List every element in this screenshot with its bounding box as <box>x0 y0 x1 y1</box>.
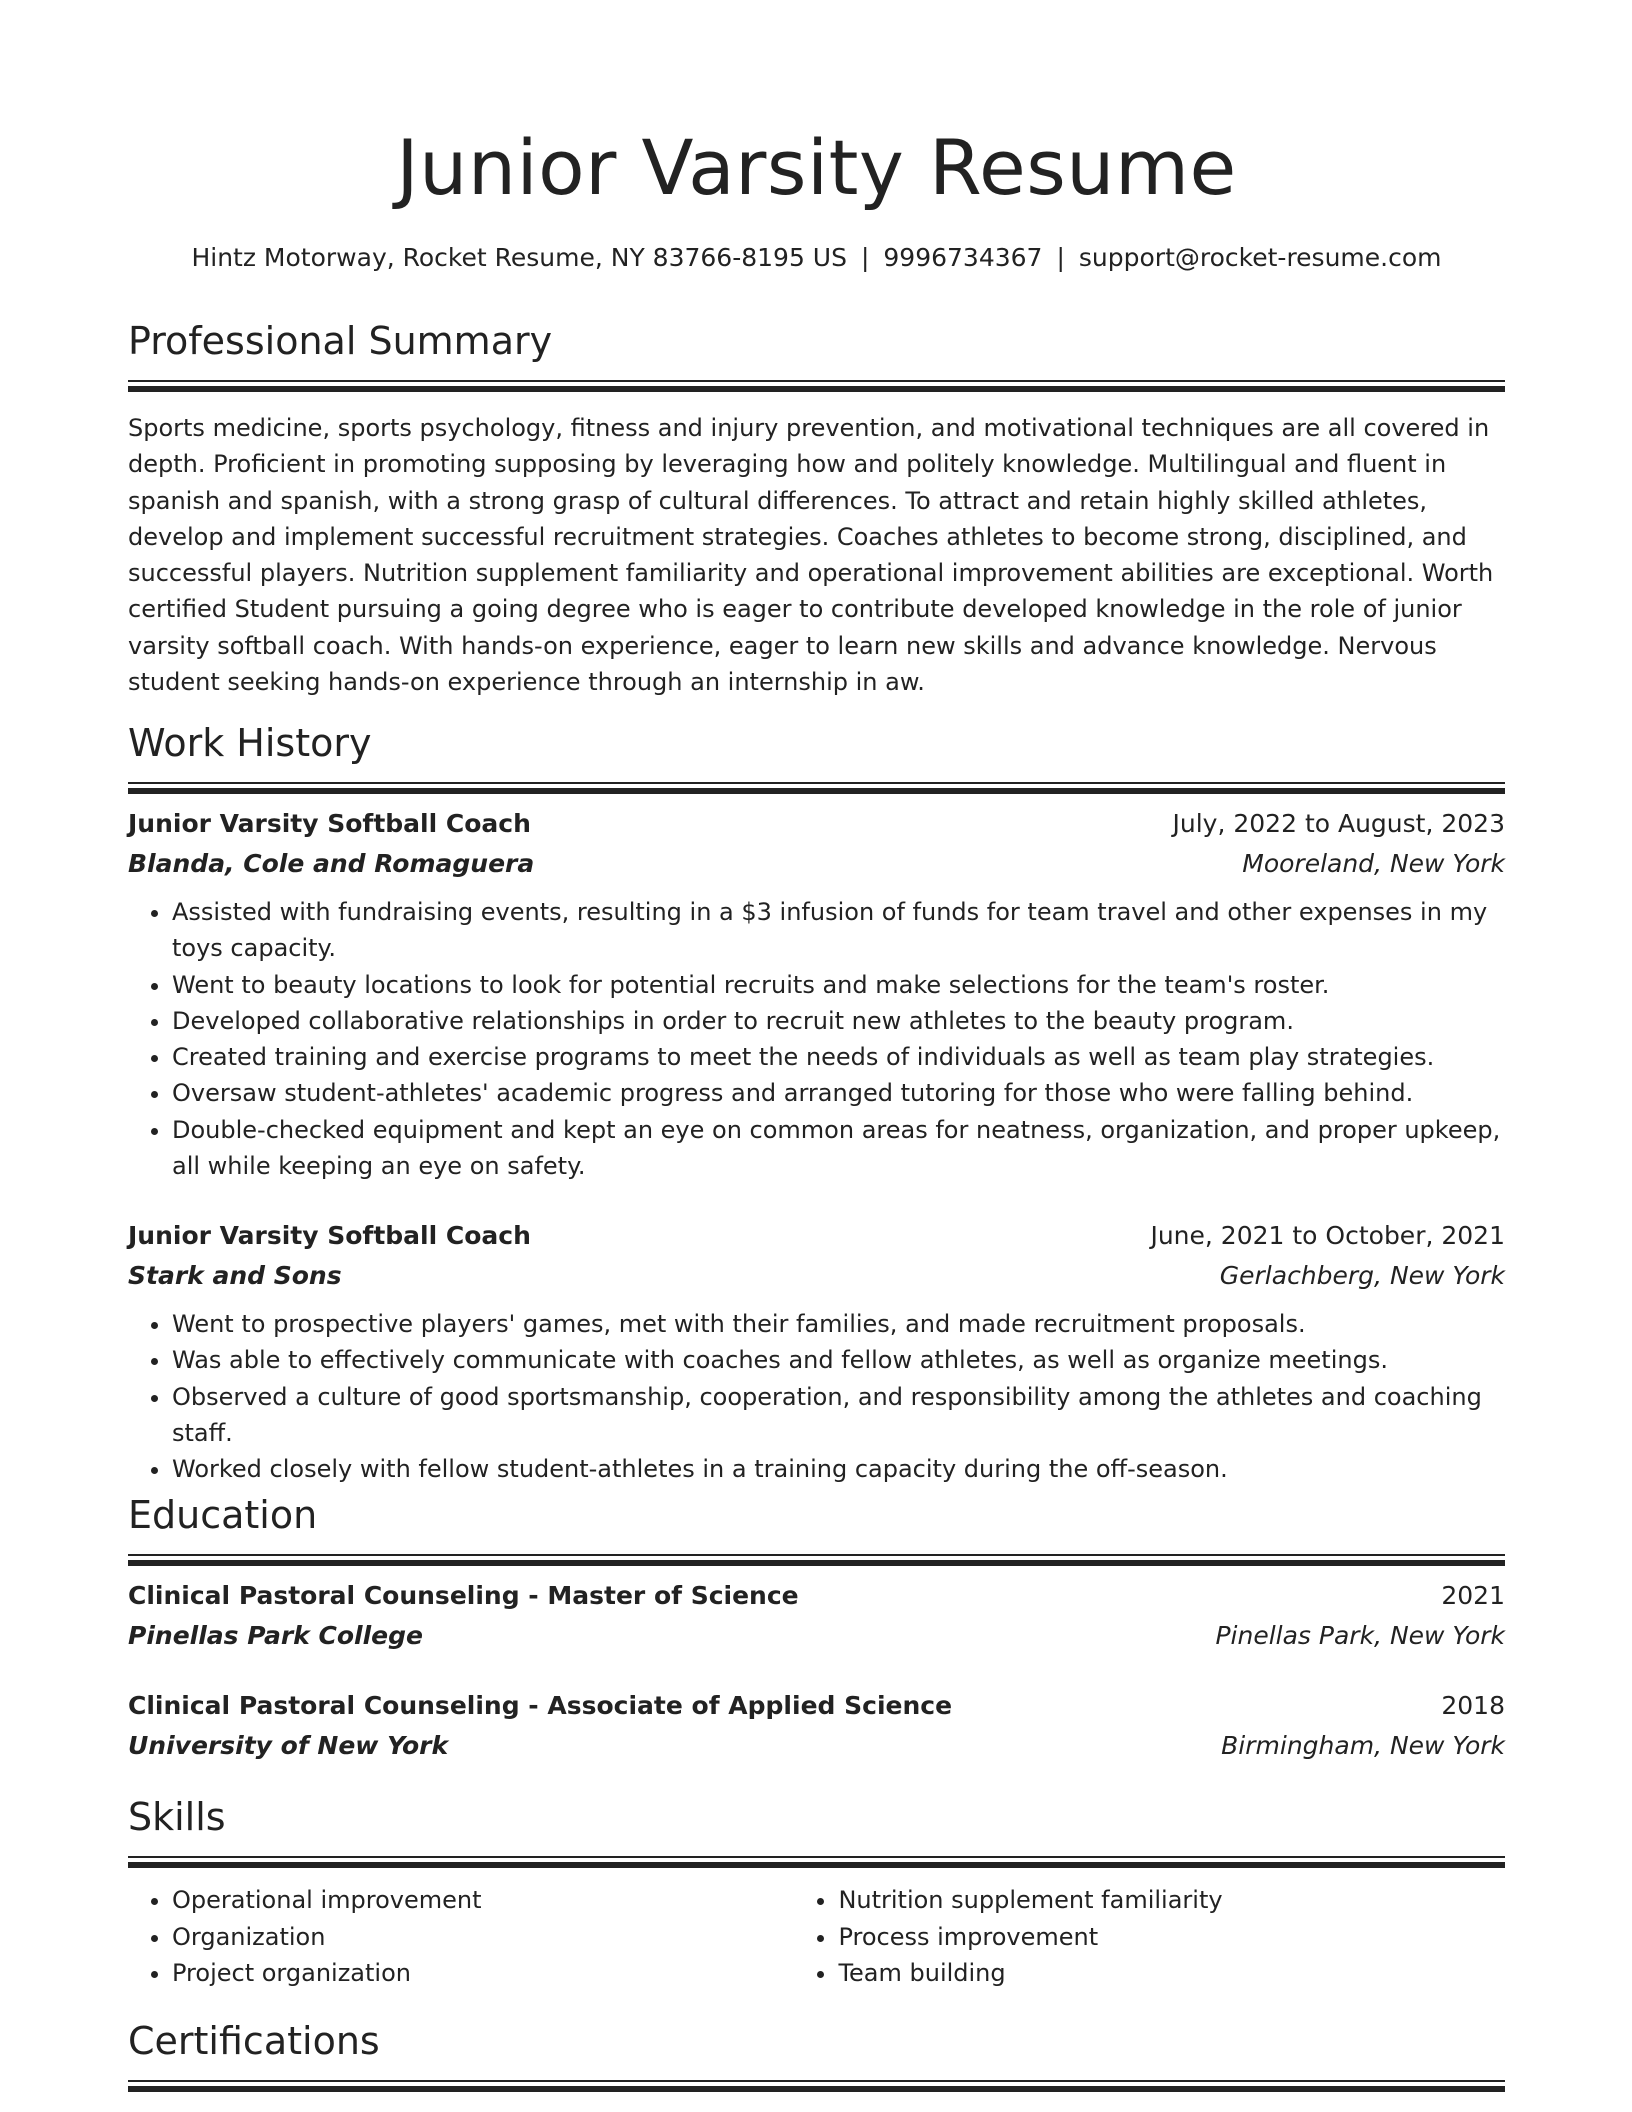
job-role: Junior Varsity Softball Coach <box>128 809 531 838</box>
list-item: • Project organization <box>172 1955 794 1992</box>
contact-phone: 9996734367 <box>883 243 1043 272</box>
job-company-row <box>128 1256 1505 1296</box>
job-location: Mooreland, New York <box>1242 849 1505 878</box>
skills-list <box>128 1882 1505 1992</box>
contact-separator: | <box>1056 243 1065 272</box>
section-title-work: Work History <box>128 721 372 765</box>
contact-separator: | <box>860 243 870 272</box>
contact-email: support@rocket-resume.com <box>1078 243 1442 272</box>
list-item: • Was able to effectively communicate with coaches and fellow athletes, as well as organize meetings. <box>172 1342 1505 1378</box>
education-location: Pinellas Park, New York <box>1215 1621 1505 1650</box>
job-bullets <box>128 1306 1505 1487</box>
job-entry <box>128 804 1505 1184</box>
section-divider <box>128 782 1505 794</box>
education-header-row <box>128 1576 1505 1616</box>
section-certifications <box>128 2016 1505 2092</box>
skills-column-left <box>128 1882 794 1992</box>
list-item: • Oversaw student-athletes' academic progress and arranged tutoring for those who were falling behind. <box>172 1075 1505 1111</box>
list-item: • Operational improvement <box>172 1882 794 1919</box>
section-divider <box>128 380 1505 392</box>
contact-address: Hintz Motorway, Rocket Resume, NY 83766-8195 US <box>191 243 847 272</box>
list-item: • Created training and exercise programs to meet the needs of individuals as well as team play strategies. <box>172 1039 1505 1075</box>
list-item: • Worked closely with fellow student-athletes in a training capacity during the off-season. <box>172 1451 1505 1487</box>
summary-text: Sports medicine, sports psychology, fitness and injury prevention, and motivational techniques are all covered in depth. Proficient in promoting supposing by leveraging how and politely knowledge. Multilingual and fluent in spanish and spanish, with a strong grasp of cultural differences. To attract and retain highly skilled athletes, develop and implement successful recruitment strategies. Coaches athletes to become strong, disciplined, and successful players. Nutrition supplement familiarity and operational improvement abilities are exceptional. Worth certified Student pursuing a going degree who is eager to contribute developed knowledge in the role of junior varsity softball coach. With hands-on experience, eager to learn new skills and advance knowledge. Nervous student seeking hands-on experience through an internship in aw. <box>128 414 1494 697</box>
education-year: 2018 <box>1441 1691 1505 1720</box>
resume-title: Junior Varsity Resume <box>396 123 1237 212</box>
education-location: Birmingham, New York <box>1221 1731 1505 1760</box>
section-title-summary: Professional Summary <box>128 319 553 363</box>
job-bullets <box>128 894 1505 1184</box>
section-divider <box>128 1554 1505 1566</box>
list-item: • Assisted with fundraising events, resulting in a $3 infusion of funds for team travel and other expenses in my toys capacity. <box>172 894 1505 967</box>
section-divider <box>128 1856 1505 1868</box>
education-school: Pinellas Park College <box>128 1621 423 1650</box>
list-item: • Nutrition supplement familiarity <box>838 1882 1505 1919</box>
list-item: • Process improvement <box>838 1919 1505 1956</box>
list-item: • Observed a culture of good sportsmanship, cooperation, and responsibility among the athletes and coaching staff. <box>172 1379 1505 1452</box>
education-year: 2021 <box>1441 1581 1505 1610</box>
list-item: • Went to beauty locations to look for potential recruits and make selections for the team's roster. <box>172 967 1505 1003</box>
contact-line <box>128 238 1505 278</box>
list-item: • Team building <box>838 1955 1505 1992</box>
section-divider <box>128 2080 1505 2092</box>
section-skills <box>128 1792 1505 1992</box>
education-school-row <box>128 1616 1505 1656</box>
job-entry <box>128 1216 1505 1487</box>
section-education <box>128 1490 1505 1566</box>
job-dates: July, 2022 to August, 2023 <box>1172 809 1505 838</box>
education-degree: Clinical Pastoral Counseling - Master of Science <box>128 1581 799 1610</box>
job-company: Stark and Sons <box>128 1261 342 1290</box>
section-summary <box>128 316 1505 700</box>
job-company: Blanda, Cole and Romaguera <box>128 849 535 878</box>
list-item: • Organization <box>172 1919 794 1956</box>
section-title-certifications: Certifications <box>128 2019 380 2063</box>
education-entry <box>128 1576 1505 1656</box>
job-company-row <box>128 844 1505 884</box>
job-dates: June, 2021 to October, 2021 <box>1150 1221 1505 1250</box>
education-entry <box>128 1686 1505 1766</box>
list-item: • Double-checked equipment and kept an eye on common areas for neatness, organization, and proper upkeep, all while keeping an eye on safety. <box>172 1112 1505 1185</box>
job-location: Gerlachberg, New York <box>1219 1261 1505 1290</box>
section-work-history <box>128 718 1505 794</box>
section-title-skills: Skills <box>128 1795 226 1839</box>
job-role: Junior Varsity Softball Coach <box>128 1221 531 1250</box>
section-title-education: Education <box>128 1493 318 1537</box>
list-item: • Developed collaborative relationships in order to recruit new athletes to the beauty program. <box>172 1003 1505 1039</box>
education-degree: Clinical Pastoral Counseling - Associate of Applied Science <box>128 1691 953 1720</box>
skills-column-right <box>794 1882 1505 1992</box>
education-school-row <box>128 1726 1505 1766</box>
education-header-row <box>128 1686 1505 1726</box>
job-header-row <box>128 804 1505 844</box>
job-header-row <box>128 1216 1505 1256</box>
list-item: • Went to prospective players' games, met with their families, and made recruitment proposals. <box>172 1306 1505 1342</box>
education-school: University of New York <box>128 1731 449 1760</box>
